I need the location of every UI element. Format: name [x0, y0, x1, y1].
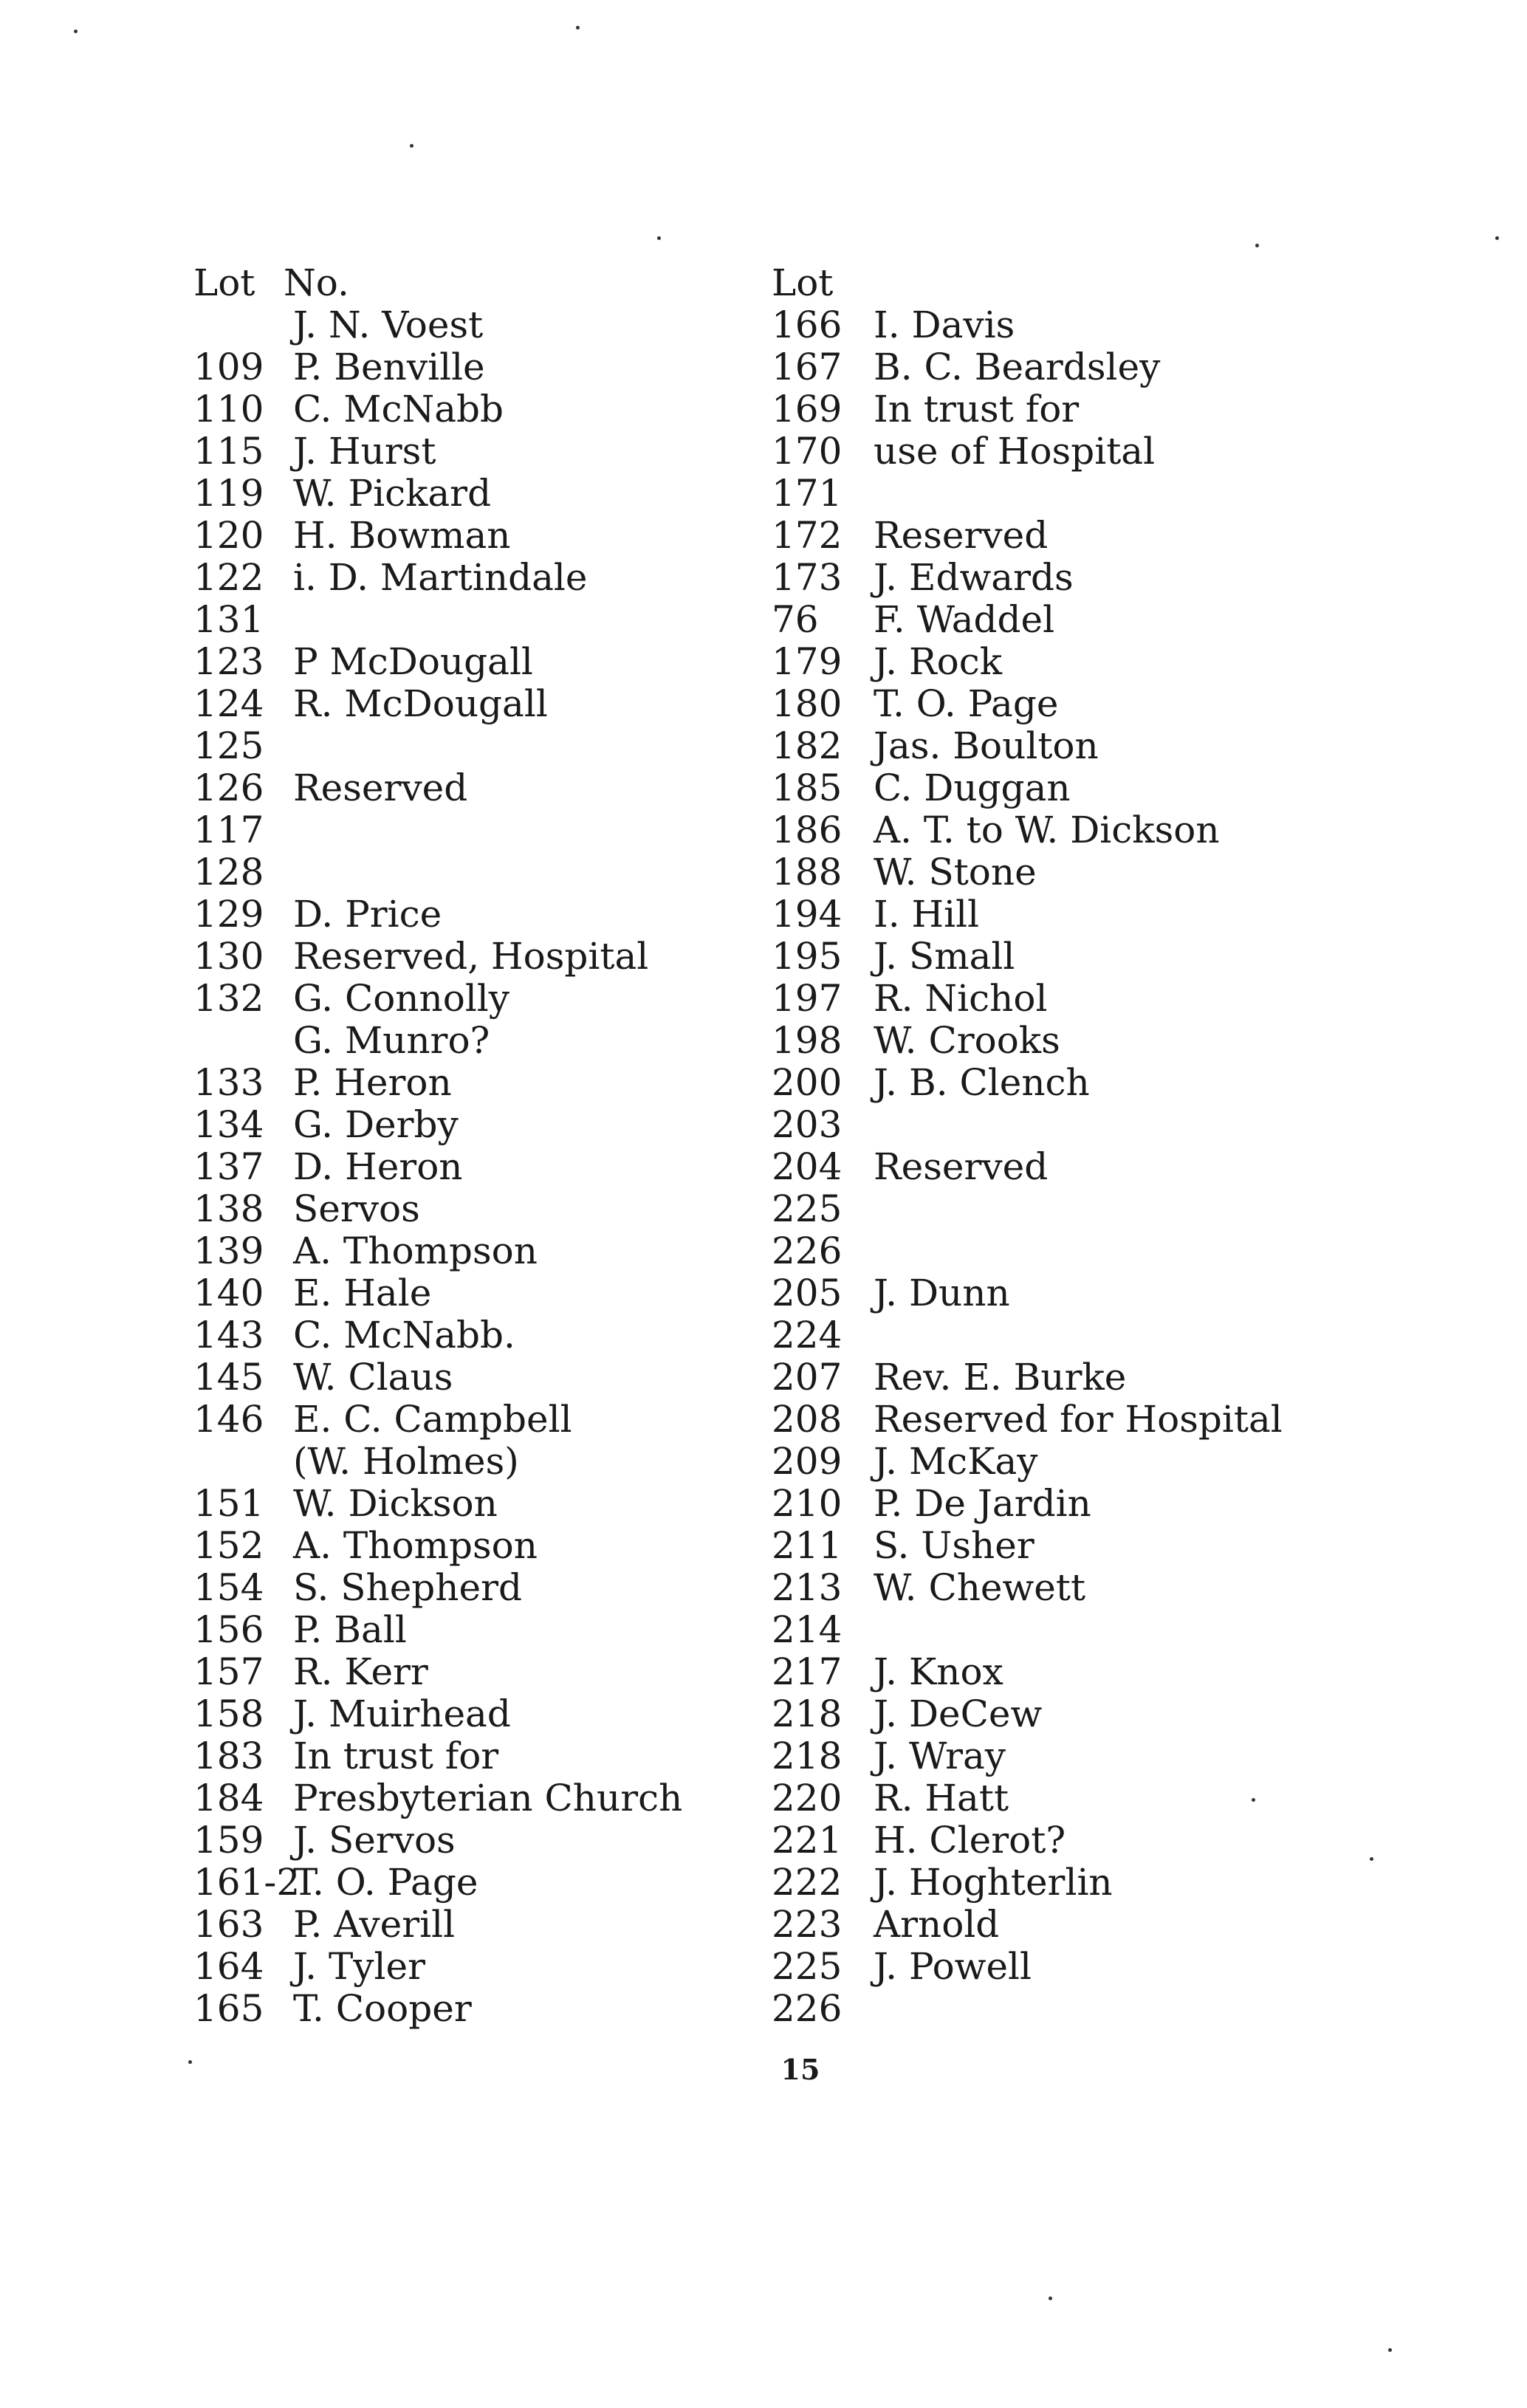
- lot-number: 184: [193, 1777, 264, 1819]
- owner-name: E. C. Campbell: [293, 1398, 572, 1441]
- owner-name: R. Hatt: [874, 1777, 1009, 1819]
- lot-number: 209: [772, 1440, 843, 1483]
- lot-row: [193, 1651, 784, 1693]
- owner-name: P. Heron: [293, 1061, 452, 1104]
- owner-name: A. Thompson: [293, 1229, 538, 1272]
- lot-row: [772, 1104, 1362, 1146]
- lot-row: [772, 1483, 1362, 1525]
- owner-name: C. Duggan: [874, 766, 1071, 809]
- owner-name: S. Usher: [874, 1524, 1034, 1567]
- owner-name: W. Pickard: [293, 472, 492, 515]
- lot-number: 204: [772, 1145, 843, 1188]
- lot-row: [772, 473, 1362, 515]
- lot-row: [772, 304, 1362, 346]
- scan-speck: [74, 30, 78, 33]
- owner-name: W. Crooks: [874, 1019, 1060, 1062]
- lot-number: 122: [193, 556, 264, 599]
- lot-row: [193, 557, 784, 599]
- lot-number: 182: [772, 724, 843, 767]
- owner-name: R. McDougall: [293, 682, 548, 725]
- lot-row: [772, 1777, 1362, 1819]
- lot-number: 129: [193, 893, 264, 936]
- lot-number: 125: [193, 724, 264, 767]
- lot-row: [772, 725, 1362, 767]
- lot-number: 194: [772, 893, 843, 936]
- owner-name: P. Benville: [293, 346, 485, 388]
- lot-number: 143: [193, 1314, 264, 1356]
- lot-row: [772, 1525, 1362, 1567]
- lot-number: 156: [193, 1608, 264, 1651]
- lot-number: 210: [772, 1482, 843, 1525]
- lot-number: 137: [193, 1145, 264, 1188]
- lot-number: 217: [772, 1650, 843, 1693]
- lot-row: [772, 1567, 1362, 1609]
- owner-name: J. Tyler: [293, 1945, 426, 1988]
- lot-row: [193, 1314, 784, 1356]
- lot-row: [193, 1819, 784, 1862]
- owner-name: J. Muirhead: [293, 1692, 511, 1735]
- lot-number: 203: [772, 1103, 843, 1146]
- scan-speck: [1370, 1857, 1373, 1861]
- scan-speck: [1255, 244, 1259, 247]
- lot-row: [193, 1062, 784, 1104]
- lot-number: 224: [772, 1314, 843, 1356]
- lot-row: [193, 515, 784, 557]
- owner-name: Reserved: [874, 1145, 1049, 1188]
- lot-number: 119: [193, 472, 264, 515]
- lot-number: 213: [772, 1566, 843, 1609]
- lot-row: [193, 1946, 784, 1988]
- right-column: [772, 262, 1362, 2030]
- lot-row: [193, 1230, 784, 1272]
- scan-speck: [1252, 1798, 1255, 1802]
- owner-name: C. McNabb.: [293, 1314, 515, 1356]
- owner-name: Jas. Boulton: [874, 724, 1099, 767]
- scan-speck: [410, 144, 414, 148]
- lot-header: Lot: [772, 261, 834, 304]
- scan-speck: [1495, 236, 1499, 240]
- owner-name: T. Cooper: [293, 1987, 472, 2030]
- lot-number: 139: [193, 1229, 264, 1272]
- lot-number: 145: [193, 1356, 264, 1399]
- lot-row: [193, 1020, 784, 1062]
- owner-name: W. Claus: [293, 1356, 453, 1399]
- lot-row: [193, 1441, 784, 1483]
- lot-row: [193, 1188, 784, 1230]
- lot-number: 138: [193, 1187, 264, 1230]
- lot-row: [772, 641, 1362, 683]
- owner-name: J. N. Voest: [293, 303, 484, 346]
- lot-row: [193, 767, 784, 809]
- lot-row: [772, 1735, 1362, 1777]
- lot-row: [772, 1272, 1362, 1314]
- lot-row: [772, 1356, 1362, 1399]
- lot-row: [193, 809, 784, 851]
- lot-number: 126: [193, 766, 264, 809]
- owner-name: Arnold: [874, 1903, 1000, 1946]
- lot-number: 218: [772, 1692, 843, 1735]
- left-column-header: [193, 262, 784, 304]
- lot-number: 128: [193, 851, 264, 893]
- lot-number: 110: [193, 388, 264, 431]
- owner-name: J. Edwards: [874, 556, 1074, 599]
- owner-name: T. O. Page: [293, 1861, 478, 1904]
- owner-name: Servos: [293, 1187, 420, 1230]
- lot-number: 161-2: [193, 1861, 301, 1904]
- owner-name: G. Derby: [293, 1103, 459, 1146]
- lot-row: [772, 1609, 1362, 1651]
- lot-number: 226: [772, 1229, 843, 1272]
- lot-number: 198: [772, 1019, 843, 1062]
- lot-row: [193, 1988, 784, 2030]
- owner-name: use of Hospital: [874, 430, 1156, 473]
- owner-name: In trust for: [874, 388, 1080, 431]
- owner-name: H. Clerot?: [874, 1819, 1066, 1862]
- lot-row: [193, 936, 784, 978]
- lot-row: [193, 1525, 784, 1567]
- lot-row: [772, 1862, 1362, 1904]
- lot-row: [193, 1399, 784, 1441]
- lot-row: [193, 1146, 784, 1188]
- lot-number: 124: [193, 682, 264, 725]
- owner-name: B. C. Beardsley: [874, 346, 1161, 388]
- owner-name: In trust for: [293, 1735, 499, 1777]
- lot-number: 211: [772, 1524, 843, 1567]
- owner-name: W. Chewett: [874, 1566, 1086, 1609]
- owner-name: Reserved, Hospital: [293, 935, 649, 978]
- lot-number: 180: [772, 682, 843, 725]
- owner-name: J. Small: [874, 935, 1015, 978]
- owner-name: I. Hill: [874, 893, 980, 936]
- lot-number: 225: [772, 1187, 843, 1230]
- owner-name: R. Kerr: [293, 1650, 428, 1693]
- lot-row: [193, 893, 784, 936]
- lot-row: [193, 641, 784, 683]
- owner-name: I. Davis: [874, 303, 1015, 346]
- owner-name: Reserved: [874, 514, 1049, 557]
- left-column: [193, 262, 784, 2030]
- lot-row: [193, 304, 784, 346]
- lot-row: [193, 1356, 784, 1399]
- lot-row: [193, 1862, 784, 1904]
- lot-row: [772, 1819, 1362, 1862]
- lot-number: 152: [193, 1524, 264, 1567]
- lot-row: [193, 1483, 784, 1525]
- owner-name: J. Powell: [874, 1945, 1032, 1988]
- lot-number: 117: [193, 809, 264, 851]
- lot-number: 183: [193, 1735, 264, 1777]
- owner-name: J. Servos: [293, 1819, 456, 1862]
- lot-row: [772, 515, 1362, 557]
- scan-speck: [1388, 2348, 1392, 2352]
- lot-row: [193, 1609, 784, 1651]
- lot-number: 140: [193, 1272, 264, 1314]
- owner-name: P. Ball: [293, 1608, 407, 1651]
- owner-name: G. Munro?: [293, 1019, 490, 1062]
- lot-row: [193, 1693, 784, 1735]
- owner-name: J. B. Clench: [874, 1061, 1090, 1104]
- owner-name: C. McNabb: [293, 388, 504, 431]
- owner-name: T. O. Page: [874, 682, 1059, 725]
- owner-name: J. McKay: [874, 1440, 1038, 1483]
- left-lot-list: [193, 304, 784, 2030]
- lot-number: 133: [193, 1061, 264, 1104]
- owner-name: J. Hurst: [293, 430, 436, 473]
- lot-number: 157: [193, 1650, 264, 1693]
- lot-row: [772, 1693, 1362, 1735]
- owner-name: J. Knox: [874, 1650, 1003, 1693]
- lot-number: 225: [772, 1945, 843, 1988]
- owner-name: i. D. Martindale: [293, 556, 588, 599]
- lot-number: 159: [193, 1819, 264, 1862]
- lot-number: 171: [772, 472, 843, 515]
- lot-number: 218: [772, 1735, 843, 1777]
- lot-header: Lot: [193, 261, 255, 304]
- lot-number: 170: [772, 430, 843, 473]
- lot-row: [772, 851, 1362, 893]
- lot-number: 167: [772, 346, 843, 388]
- lot-number: 130: [193, 935, 264, 978]
- lot-row: [772, 1146, 1362, 1188]
- lot-number: 173: [772, 556, 843, 599]
- lot-row: [193, 1272, 784, 1314]
- lot-row: [772, 767, 1362, 809]
- lot-number: 197: [772, 977, 843, 1020]
- lot-number: 188: [772, 851, 843, 893]
- lot-number: 221: [772, 1819, 843, 1862]
- lot-row: [772, 1314, 1362, 1356]
- lot-row: [193, 1735, 784, 1777]
- lot-number: 195: [772, 935, 843, 978]
- owner-name: J. Rock: [874, 640, 1002, 683]
- scan-speck: [188, 2060, 192, 2064]
- lot-row: [772, 599, 1362, 641]
- lot-row: [193, 346, 784, 388]
- owner-name: Reserved: [293, 766, 468, 809]
- owner-name: A. Thompson: [293, 1524, 538, 1567]
- lot-row: [193, 978, 784, 1020]
- owner-name: P. Averill: [293, 1903, 456, 1946]
- lot-number: 165: [193, 1987, 264, 2030]
- owner-name: S. Shepherd: [293, 1566, 523, 1609]
- owner-name: W. Stone: [874, 851, 1037, 893]
- lot-number: 164: [193, 1945, 264, 1988]
- no-header: No.: [284, 261, 349, 304]
- lot-number: 185: [772, 766, 843, 809]
- lot-number: 163: [193, 1903, 264, 1946]
- lot-row: [193, 683, 784, 725]
- right-column-header: [772, 262, 1362, 304]
- lot-row: [772, 346, 1362, 388]
- lot-row: [193, 388, 784, 431]
- owner-name: Presbyterian Church: [293, 1777, 683, 1819]
- owner-name: J. Dunn: [874, 1272, 1010, 1314]
- owner-name: H. Bowman: [293, 514, 511, 557]
- lot-row: [772, 683, 1362, 725]
- lot-row: [772, 1904, 1362, 1946]
- lot-row: [193, 725, 784, 767]
- lot-number: 179: [772, 640, 843, 683]
- lot-number: 134: [193, 1103, 264, 1146]
- owner-name: J. DeCew: [874, 1692, 1043, 1735]
- owner-name: G. Connolly: [293, 977, 510, 1020]
- lot-number: 109: [193, 346, 264, 388]
- lot-number: 172: [772, 514, 843, 557]
- lot-number: 222: [772, 1861, 843, 1904]
- lot-number: 115: [193, 430, 264, 473]
- owner-name: Reserved for Hospital: [874, 1398, 1283, 1441]
- lot-row: [193, 1104, 784, 1146]
- owner-name: W. Dickson: [293, 1482, 498, 1525]
- scan-speck: [576, 26, 580, 30]
- owner-name: F. Waddel: [874, 598, 1055, 641]
- lot-number: 146: [193, 1398, 264, 1441]
- lot-row: [772, 1062, 1362, 1104]
- owner-name: P. De Jardin: [874, 1482, 1091, 1525]
- lot-number: 220: [772, 1777, 843, 1819]
- lot-row: [772, 978, 1362, 1020]
- page-number: 15: [780, 2053, 820, 2086]
- lot-number: 154: [193, 1566, 264, 1609]
- right-lot-list: [772, 304, 1362, 2030]
- lot-number: 169: [772, 388, 843, 431]
- owner-name: P McDougall: [293, 640, 533, 683]
- lot-number: 76: [772, 598, 819, 641]
- lot-row: [772, 557, 1362, 599]
- lot-number: 205: [772, 1272, 843, 1314]
- lot-row: [772, 893, 1362, 936]
- lot-row: [772, 1188, 1362, 1230]
- lot-row: [193, 1567, 784, 1609]
- scan-speck: [1049, 2296, 1052, 2300]
- lot-row: [772, 1020, 1362, 1062]
- owner-name: R. Nichol: [874, 977, 1048, 1020]
- lot-number: 166: [772, 303, 843, 346]
- lot-number: 120: [193, 514, 264, 557]
- lot-row: [772, 431, 1362, 473]
- lot-number: 207: [772, 1356, 843, 1399]
- lot-row: [772, 809, 1362, 851]
- lot-row: [772, 1230, 1362, 1272]
- lot-number: 132: [193, 977, 264, 1020]
- lot-number: 200: [772, 1061, 843, 1104]
- owner-name: Rev. E. Burke: [874, 1356, 1127, 1399]
- owner-name: D. Price: [293, 893, 442, 936]
- owner-name: E. Hale: [293, 1272, 432, 1314]
- lot-number: 214: [772, 1608, 843, 1651]
- owner-name: A. T. to W. Dickson: [874, 809, 1220, 851]
- owner-name: J. Hoghterlin: [874, 1861, 1113, 1904]
- lot-number: 158: [193, 1692, 264, 1735]
- lot-number: 208: [772, 1398, 843, 1441]
- lot-row: [193, 473, 784, 515]
- owner-name: J. Wray: [874, 1735, 1006, 1777]
- lot-row: [193, 1904, 784, 1946]
- lot-number: 223: [772, 1903, 843, 1946]
- lot-number: 226: [772, 1987, 843, 2030]
- lot-number: 131: [193, 598, 264, 641]
- lot-row: [772, 936, 1362, 978]
- scan-speck: [657, 236, 661, 240]
- lot-row: [772, 1988, 1362, 2030]
- lot-row: [772, 1441, 1362, 1483]
- owner-name: (W. Holmes): [293, 1440, 519, 1483]
- lot-row: [193, 1777, 784, 1819]
- lot-row: [193, 599, 784, 641]
- lot-row: [193, 851, 784, 893]
- lot-row: [772, 388, 1362, 431]
- lot-row: [772, 1946, 1362, 1988]
- lot-row: [772, 1399, 1362, 1441]
- lot-row: [772, 1651, 1362, 1693]
- lot-number: 151: [193, 1482, 264, 1525]
- lot-number: 186: [772, 809, 843, 851]
- lot-number: 123: [193, 640, 264, 683]
- lot-row: [193, 431, 784, 473]
- owner-name: D. Heron: [293, 1145, 463, 1188]
